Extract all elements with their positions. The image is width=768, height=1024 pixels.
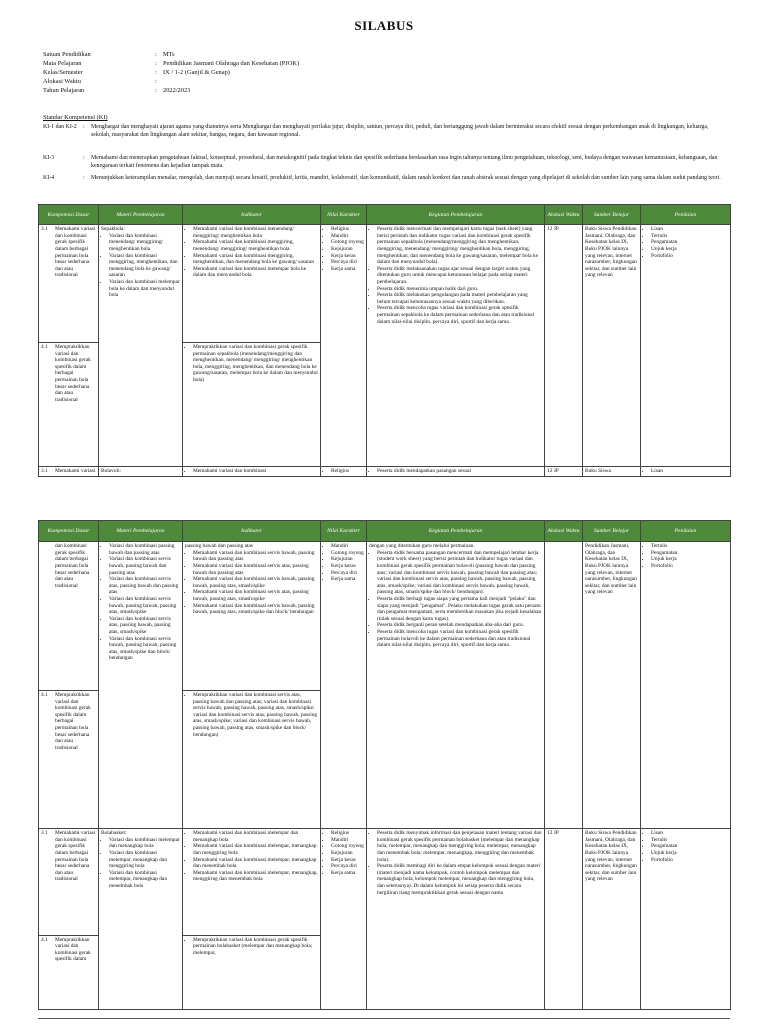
header-sumber: Sumber Belajar <box>583 521 641 542</box>
list-item: • Peserta didik membagi diri ke dalam empat kelompok sesuai dengan materi (materi menjadi nama kelompok, contoh kelompok melempar dan menangkap bola, kelompok melempar, menangkap dan menggiring bola, dan seterusnya). Di dalam kelompok ini setiap peserta didik secara bergiliran tiang mempraktikkan gerak sesuai dengan nama <box>377 863 542 896</box>
list-item: • Tertulis <box>651 837 728 844</box>
indikator-cell <box>183 343 321 467</box>
ki-text: Menghargai dan menghayati ajaran agama yang dianutnya serta Menghargai dan menghayati perilaku jujur, disiplin, santun, percaya diri, peduli, dan bertanggung jawab dalam berinteraksi secara efektif sesuai dengan perkembangan anak di lingkungan, keluarga, sekolah, masyarakat dan lingkungan alam sekitar, bangsa, negara, dan kawasan regional. <box>91 124 709 138</box>
meta-value: IX / 1-2 (Ganjil & Genap) <box>163 69 230 76</box>
meta-key: Tahun Pelajaran <box>43 87 85 94</box>
materi-cell: Bolavoli: <box>99 466 183 476</box>
ki-text: Menunjukkan keterampilan menalar, mengolah, dan menyaji secara kreatif, produktif, kritis, mandiri, kolaboratif, dan komunikatif, dalam ranah konkret dan ranah abstrak sesuai dengan yang dipelajari di sekolah dan sumber lain yang sama dalam sudut pandang teori. <box>91 175 721 181</box>
nilai-cell <box>321 542 367 829</box>
penilaian-cell <box>641 542 731 829</box>
nilai-cell <box>321 829 367 1010</box>
kd-cell <box>39 542 99 691</box>
list-item: • Kerja keras <box>331 253 364 260</box>
meta-key: Satuan Pendidikan <box>43 51 91 58</box>
header-indikator: Indikator <box>183 521 321 542</box>
ki-key: KI-3 <box>43 155 55 161</box>
list-item: • Peserta didik mendapatkan pasangan sesuai <box>377 468 542 475</box>
list-item: • Memahami variasi dan kombinasi servis bawah, passing bawah, passing atas, smash/spike dan block/ bendungan <box>193 603 318 616</box>
meta-value: 2022/2023 <box>163 87 191 94</box>
list-item: • Variasi dan kombinasi melempar, menangkap dan menembak bola <box>109 870 180 890</box>
list-item: • Lisan <box>651 226 728 233</box>
list-item: • Percaya diri <box>331 570 364 577</box>
list-item: • Variasi dan kombinasi servis atas, passing bawah dan passing atas <box>109 576 180 596</box>
list-item: • Variasi dan kombinasi menendang/ menggiring/ menghentikan bola <box>109 233 180 253</box>
header-kegiatan: Kegiatan Pembelajaran <box>367 205 545 225</box>
list-item: • Memahami variasi dan kombinasi menggiring, menendang/ menggiring/ menghentikan bola <box>193 239 318 252</box>
list-item: • Memahami variasi dan kombinasi melempar dan menangkap bola <box>193 830 318 843</box>
kegiatan-continued: dengan yang ditentukan guru melalui permainan. <box>369 543 475 550</box>
list-item: • Kerja sama <box>331 576 364 583</box>
list-item: • Unjuk kerja <box>651 850 728 857</box>
list-item: • Variasi dan kombinasi melempar dan menangkap bola <box>109 837 180 850</box>
materi-cell <box>99 829 183 1010</box>
kd-cell <box>39 466 99 476</box>
meta-key: Alokasi Waktu <box>43 78 81 85</box>
indikator-continued: passing bawah dan passing atas <box>185 543 253 550</box>
meta-value: Pendidikan Jasmani Olahraga dan Kesehatan (PJOK) <box>163 60 300 67</box>
list-item: • Kerja sama <box>331 266 364 273</box>
page-divider <box>38 1018 730 1019</box>
meta-row: Alokasi Waktu : <box>43 78 157 85</box>
materi-cell <box>99 542 183 829</box>
kd-cell <box>39 691 99 829</box>
list-item: • Variasi dan kombinasi passing bawah dan passing atas <box>109 543 180 556</box>
list-item: • Religius <box>331 830 364 837</box>
list-item: • Mandiri <box>331 543 364 550</box>
list-item: • Mempraktikkan variasi dan kombinasi gerak spesifik permainan bolabasket (melempar dan menangkap bola; melempar, <box>193 937 318 957</box>
meta-row: Tahun Pelajaran : 2022/2023 <box>43 87 191 94</box>
list-item: • Mandiri <box>331 233 364 240</box>
list-item: • Kerja keras <box>331 563 364 570</box>
meta-value: MTs <box>163 51 175 58</box>
indikator-cell <box>183 691 321 829</box>
alokasi-cell: 12 JP <box>545 829 583 1010</box>
list-item: • Variasi dan kombinasi servis atas, passing bawah, passing atas, smash/spike <box>109 616 180 636</box>
list-item: • Memahami variasi dan kombinasi melempar, menangkap dan menggiring bola <box>193 843 318 856</box>
list-item: • Lisan <box>651 830 728 837</box>
kegiatan-cell <box>367 225 545 467</box>
indikator-cell <box>183 829 321 935</box>
table-header-row <box>39 205 731 225</box>
kd-text: dan kombinasi gerak spesifik dalam berbagai permainan bola besar sederhana dan atau tradisional <box>55 543 90 589</box>
list-item: • Memahami variasi dan kombinasi servis atas, passing bawah, passing atas, smash/spike <box>193 589 318 602</box>
ki-key: KI-4 <box>43 175 55 181</box>
header-kegiatan: Kegiatan Pembelajaran <box>367 521 545 542</box>
ki-row: KI-4 : Menunjukkan keterampilan menalar, mengolah, dan menyaji secara kreatif, produktif, kritis, mandiri, kolaboratif, dan komunikatif, dalam ranah konkret dan ranah abstrak sesuai dengan yang dipelajari di sekolah dan sumber lain yang sama dalam sudut pandang teori. <box>43 175 728 183</box>
list-item: • Unjuk kerja <box>651 246 728 253</box>
header-kompetensi-dasar: Kompetensi Dasar <box>39 205 99 225</box>
penilaian-cell <box>641 225 731 467</box>
list-item: • Memahami variasi dan kombinasi melempar, menangkap, menggiring dan menembak bola <box>193 870 318 883</box>
kd-cell <box>39 829 99 935</box>
list-item: • Memahami variasi dan kombinasi servis atas, passing bawah dan passing atas <box>193 563 318 576</box>
list-item: • Memahami variasi dan kombinasi servis bawah, passing bawah, passing atas, smash/spike <box>193 576 318 589</box>
kd-text: Mempraktikkan variasi dan kombinasi gerak spesifik dalam <box>55 936 91 963</box>
list-item: • Mempraktikkan variasi dan kombinasi gerak spesifik permainan sepakbola (menendang/menggiring dan menghentikan, menendang/ menggiring/ menghentikan bola, menggiring, menghentikan, dan menendang bola ke gawang/sasaran, melempar bola ke dalam dan menyundul bola) <box>193 344 318 384</box>
meta-key: Mata Pelajaran <box>43 60 82 67</box>
alokasi-cell: 12 JP <box>545 225 583 467</box>
list-item: • Kejujuran <box>331 850 364 857</box>
list-item: • Pengamatan <box>651 843 728 850</box>
kd-number: 3.1 <box>41 830 48 837</box>
list-item: • Peserta didik mencoba tugas variasi dan kombinasi gerak spesifik permainan sepakbola ke dalam permainan sederhana dan atau tradisional dalam nilai-nilai disiplin, percaya diri, sportif dan kerja sama. <box>377 305 542 325</box>
ki-text: Memahami dan menerapkan pengetahuan faktual, konseptual, prosedural, dan metakognitif pada tingkat teknis dan spesifik sederhana berdasarkan rasa ingin tahunya tentang ilmu pengetahuan, teknologi, seni, budaya dengan wawasan kemanusiaan, kebangsaan, dan kenegaraan terkait fenomena dan kejadian tampak mata. <box>91 155 718 169</box>
nilai-cell <box>321 225 367 467</box>
indikator-cell <box>183 466 321 476</box>
meta-row: Mata Pelajaran : Pendidikan Jasmani Olahraga dan Kesehatan (PJOK) <box>43 60 300 67</box>
ki-row: KI-1 dan KI-2 : Menghargai dan menghayati ajaran agama yang dianutnya serta Menghargai dan menghayati perilaku jujur, disiplin, santun, percaya diri, peduli, dan bertanggung jawab dalam berinteraksi secara efektif sesuai dengan perkembangan anak di lingkungan, keluarga, sekolah, masyarakat dan lingkungan alam sekitar, bangsa, negara, dan kawasan regional. <box>43 124 728 139</box>
list-item: • Kejujuran <box>331 246 364 253</box>
header-penilaian: Penilaian <box>641 205 731 225</box>
list-item: • Religius <box>331 226 364 233</box>
header-nilai-karakter: Nilai Karakter <box>321 205 367 225</box>
list-item: • Kerja sama <box>331 870 364 877</box>
kd-text: Memahami variasi dan kombinasi gerak spesifik dalam berbagai permainan bola besar sederhana dan atau tradisional <box>55 830 96 883</box>
kd-number: 4.1 <box>41 936 48 943</box>
list-item: • Memahami variasi dan kombinasi melempar, menangkap dan menembak bola <box>193 857 318 870</box>
list-item: • Pengamatan <box>651 550 728 557</box>
list-item: • Memahami variasi dan kombinasi menggiring, menghentikan, dan menendang bola ke gawang/ sasaran <box>193 253 318 266</box>
header-nilai-karakter: Nilai Karakter <box>321 521 367 542</box>
ki-key: KI-1 dan KI-2 <box>43 124 77 130</box>
header-kompetensi-dasar: Kompetensi Dasar <box>39 521 99 542</box>
list-item: • Religius <box>331 468 364 475</box>
materi-cell <box>99 225 183 467</box>
table-row <box>39 225 731 343</box>
kegiatan-cell <box>367 466 545 476</box>
alokasi-cell <box>545 542 583 829</box>
kd-number: 4.1 <box>41 344 48 351</box>
header-sumber: Sumber Belajar <box>583 205 641 225</box>
list-item: • Peserta didik menyimak informasi dan penjelasan materi tentang variasi dan kombinasi gerak spesifik permainan bolabasket (melempar dan menangkap bola; melempar, menangkap dan menggiring bola; melempar, menangkap dan menembak bola; melempar, menangkap, menggiring dan menembak bola). <box>377 830 542 863</box>
materi-title: Bolabasket: <box>101 830 127 837</box>
list-item: • Portofolio <box>651 563 728 570</box>
list-item: • Memahami variasi dan kombinasi servis bawah, passing bawah dan passing atas <box>193 550 318 563</box>
list-item: • Gotong royong <box>331 843 364 850</box>
list-item: • Portofolio <box>651 253 728 260</box>
alokasi-cell: 12 JP <box>545 466 583 476</box>
list-item: • Memahami variasi dan kombinasi menendang/ menggiring/ menghentikan bola <box>193 226 318 239</box>
meta-key: Kelas/Semester <box>43 69 83 76</box>
list-item: • Gotong royong <box>331 239 364 246</box>
list-item: • Gotong royong <box>331 550 364 557</box>
identity-block <box>43 50 299 95</box>
penilaian-cell <box>641 829 731 1010</box>
list-item: • Variasi dan kombinasi menggiring, menghentikan, dan menendang bola ke gawang/ sasaran <box>109 253 180 279</box>
kd-cell <box>39 935 99 1009</box>
nilai-cell <box>321 466 367 476</box>
list-item: • Percaya diri <box>331 863 364 870</box>
penilaian-cell <box>641 466 731 476</box>
list-item: • Peserta didik melakukan pengulangan pada materi pembelajaran yang belum tercapai ketuntasannya sesuai waktu yang diberikan. <box>377 292 542 305</box>
list-item: • Peserta didik melaksanakan tugas ajar sesuai dengan target waktu yang ditentukan guru untuk mencapai ketuntasan belajar pada setiap materi pembelajaran. <box>377 266 542 286</box>
table-row <box>39 542 731 691</box>
indikator-cell <box>183 225 321 343</box>
list-item: • Variasi dan kombinasi servis bawah, passing bawah, passing atas, smash/spike <box>109 596 180 616</box>
list-item: • Peserta didik berbagi tugas siapa yang pertama kali menjadi "pelaku" dan siapa yang menjadi "pengamat". Pelaku melakukan tugas gerak satu persatu dan pengamat mengamati, serta memberikan masukan jika terjadi kesalahan (tidak sesuai dengan kartu tugas). <box>377 596 542 622</box>
meta-row: Kelas/Semester : IX / 1-2 (Ganjil & Genap) <box>43 69 230 76</box>
list-item: • Peserta didik mencoba tugas variasi dan kombinasi gerak spesifik permainan bolavoli ke dalam permainan sederhana dan atau tradisional dalam nilai-nilai disiplin, percaya diri, sportif dan kerja sama. <box>377 629 542 649</box>
kd-text: Mempraktikkan variasi dan kombinasi gerak spesifik dalam berbagai permainan bola besar sederhana dan atau tradisional <box>55 692 91 751</box>
kd-cell <box>39 225 99 343</box>
list-item: • Unjuk kerja <box>651 556 728 563</box>
list-item: • Peserta didik menerima umpan balik dari guru. <box>377 286 542 293</box>
list-item: • Mandiri <box>331 837 364 844</box>
list-item: • Tertulis <box>651 543 728 550</box>
header-alokasi: Alokasi Waktu <box>545 205 583 225</box>
kd-number: 3.1 <box>41 226 48 233</box>
syllabus-table-1 <box>38 204 731 477</box>
header-materi: Materi Pembelajaran <box>99 205 183 225</box>
materi-title: Sepakbola: <box>101 226 125 233</box>
list-item: • Peserta didik berganti peran setelah mendapatkan aba-aba dari guru. <box>377 622 542 629</box>
list-item: • Memahami variasi dan kombinasi melempar bola ke dalam dan menyundul bola <box>193 266 318 279</box>
list-item: • Kerja keras <box>331 857 364 864</box>
list-item: • Portofolio <box>651 857 728 864</box>
list-item: • Peserta didik mencermati dan mempelajari kartu tugas (task sheet) yang berisi perintah dan indikator tugas variasi dan kombinasi gerak spesifik permainan sepakbola (menendang/menggiring dan menghentikan, menggiring, menendang/ menggiring/ menghentikan bola, menggiring, menghentikan, dan menendang bola ke gawang/sasaran, melempar bola ke dalam dan menyundul bola). <box>377 226 542 266</box>
table-header-row <box>39 521 731 542</box>
ki-row: KI-3 : Memahami dan menerapkan pengetahuan faktual, konseptual, prosedural, dan metakognitif pada tingkat teknis dan spesifik sederhana berdasarkan rasa ingin tahunya tentang ilmu pengetahuan, teknologi, seni, budaya dengan wawasan kemanusiaan, kebangsaan, dan kenegaraan terkait fenomena dan kejadian tampak mata. <box>43 155 728 170</box>
list-item: • Kejujuran <box>331 556 364 563</box>
header-alokasi: Alokasi Waktu <box>545 521 583 542</box>
list-item: • Lisan <box>651 468 728 475</box>
list-item: • Tertulis <box>651 233 728 240</box>
table-row <box>39 466 731 476</box>
kd-text: Mempraktikkan variasi dan kombinasi gerak spesifik dalam berbagai permainan bola besar sederhana dan atau tradisional <box>55 344 91 403</box>
table-row <box>39 829 731 935</box>
kd-text: Memahami variasi <box>55 467 96 474</box>
kegiatan-cell <box>367 829 545 1010</box>
list-item: • Memahami variasi dan kombinasi <box>193 468 318 475</box>
kd-cell <box>39 343 99 467</box>
syllabus-table-2 <box>38 520 731 1010</box>
standar-kompetensi-title: Standar Kompetensi (KI) <box>43 114 108 121</box>
kegiatan-cell <box>367 542 545 829</box>
sumber-cell: Buku Siswa Pendidikan Jasmani, Olahraga, dan Kesehatan kelas IX, Buku PJOK lainnya yang relevan, internet narasumber, lingkungan sekitar, dan sumber lain yang relevan <box>583 829 641 1010</box>
meta-row: Satuan Pendidikan : MTs <box>43 51 175 58</box>
header-indikator: Indikator <box>183 205 321 225</box>
indikator-cell <box>183 542 321 691</box>
list-item: • Variasi dan kombinasi servis bawah, passing bawah, passing atas, smash/spike dan block/ bendungan <box>109 636 180 662</box>
list-item: • Percaya diri <box>331 259 364 266</box>
page-title: SILABUS <box>354 18 414 33</box>
kd-text: Memahami variasi dan kombinasi gerak spesifik dalam berbagai permainan bola besar sederhana dan atau tradisional <box>55 226 96 279</box>
list-item: • Mempraktikkan variasi dan kombinasi servis atas, passing bawah dan passing atas; variasi dan kombinasi servis bawah, passing bawah, passing atas, smash/spike; variasi dan kombinasi servis atas, passing bawah, passing atas, smash/spike; variasi dan kombinasi servis bawah, passing bawah, passing atas, smash/spike dan block/ bendungan) <box>193 692 318 738</box>
list-item: • Variasi dan kombinasi melempar, menangkap dan menggiring bola <box>109 850 180 870</box>
list-item: • Peserta didik bersama pasangan mencermati dan mempelajari lembar kerja (student work sheet) yang berisi perintah dan indikator tugas variasi dan kombinasi gerak spesifik permainan bolavoli (passing bawah dan passing atas; variasi dan kombinasi servis bawah, passing bawah dan passing atas; variasi dan kombinasi servis atas, passing bawah, passing bawah, passing atas, smash/spike; variasi dan kombinasi servis bawah, passing bawah, passing atas, smash/spike dan block/ bendungan). <box>377 550 542 596</box>
list-item: • Variasi dan kombinasi servis bawah, passing bawah dan passing atas <box>109 556 180 576</box>
sumber-cell: Buku Siswa Pendidikan Jasmani, Olahraga, dan Kesehatan kelas IX, Buku PJOK lainnya yang relevan, internet narasumber, lingkungan sekitar, dan sumber lain yang relevan <box>583 225 641 467</box>
list-item: • Variasi dan kombinasi melempar bola ke dalam dan menyundul bola <box>109 279 180 299</box>
header-materi: Materi Pembelajaran <box>99 521 183 542</box>
kd-number: 3.1 <box>41 467 48 474</box>
indikator-cell <box>183 935 321 1009</box>
list-item: • Pengamatan <box>651 239 728 246</box>
kd-number: 4.1 <box>41 692 48 699</box>
sumber-cell: Buku Siswa <box>583 466 641 476</box>
header-penilaian: Penilaian <box>641 521 731 542</box>
sumber-cell: Pendidikan Jasmani, Olahraga, dan Kesehatan kelas IX, Buku PJOK lainnya yang relevan, internet narasumber, lingkungan sekitar, dan sumber lain yang relevan <box>583 542 641 829</box>
